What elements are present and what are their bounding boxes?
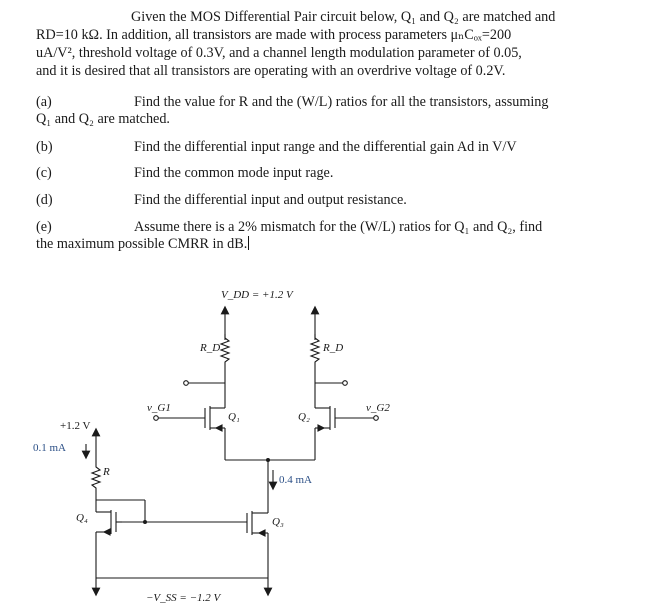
q2-label: Q₂ (298, 411, 310, 423)
tail-current-label: 0.4 mA (279, 474, 312, 486)
vdd-label: V_DD = +1.2 V (221, 289, 293, 301)
intro-line-3: uA/V², threshold voltage of 0.3V, and a channel length modulation parameter of 0.05, (36, 45, 522, 61)
q1-transistor (154, 383, 225, 460)
plus-supply-label: +1.2 V (60, 420, 91, 432)
rd-left-label: R_D (200, 342, 221, 354)
q3-transistor (122, 505, 268, 578)
q4-transistor (96, 500, 147, 578)
vg1-label: v_G1 (147, 402, 171, 414)
q1-label: Q₁ (228, 411, 240, 423)
part-c-text: Find the common mode input rage. (134, 165, 334, 181)
q4-label: Q₄ (76, 512, 88, 524)
part-b-text: Find the differential input range and the differential gain Ad in V/V (134, 139, 517, 155)
output-terminal-left (184, 381, 189, 386)
part-d-letter: (d) (36, 192, 53, 208)
vg2-label: v_G2 (366, 402, 390, 414)
q3-label: Q₃ (272, 516, 284, 528)
r-resistor (92, 464, 100, 492)
part-c-letter: (c) (36, 165, 52, 181)
output-terminal-right (343, 381, 348, 386)
part-a-text: Find the value for R and the (W/L) ratios for all the transistors, assuming (134, 94, 549, 110)
part-a-cont: Q₁ and Q₂ are matched. (36, 111, 170, 127)
rd-right-label: R_D (323, 342, 344, 354)
part-e-text: Assume there is a 2% mismatch for the (W/L) ratios for Q₁ and Q₂, find (134, 219, 543, 235)
intro-line-1: Given the MOS Differential Pair circuit below, Q₁ and Q₂ are matched and (131, 9, 556, 25)
intro-line-4: and it is desired that all transistors are operating with an overdrive voltage of 0.2V. (36, 63, 506, 79)
intro-line-2: RD=10 kΩ. In addition, all transistors are made with process parameters μₙCₒₓ=200 (36, 27, 512, 43)
vss-label: −V_SS = −1.2 V (146, 592, 221, 604)
part-a-letter: (a) (36, 94, 52, 110)
part-b-letter: (b) (36, 139, 53, 155)
q2-transistor (315, 383, 378, 460)
part-e-cont-text: the maximum possible CMRR in dB. (36, 236, 248, 252)
r-label: R (103, 466, 110, 478)
ref-current-label: 0.1 mA (33, 442, 66, 454)
part-e-letter: (e) (36, 219, 52, 235)
part-d-text: Find the differential input and output resistance. (134, 192, 407, 208)
